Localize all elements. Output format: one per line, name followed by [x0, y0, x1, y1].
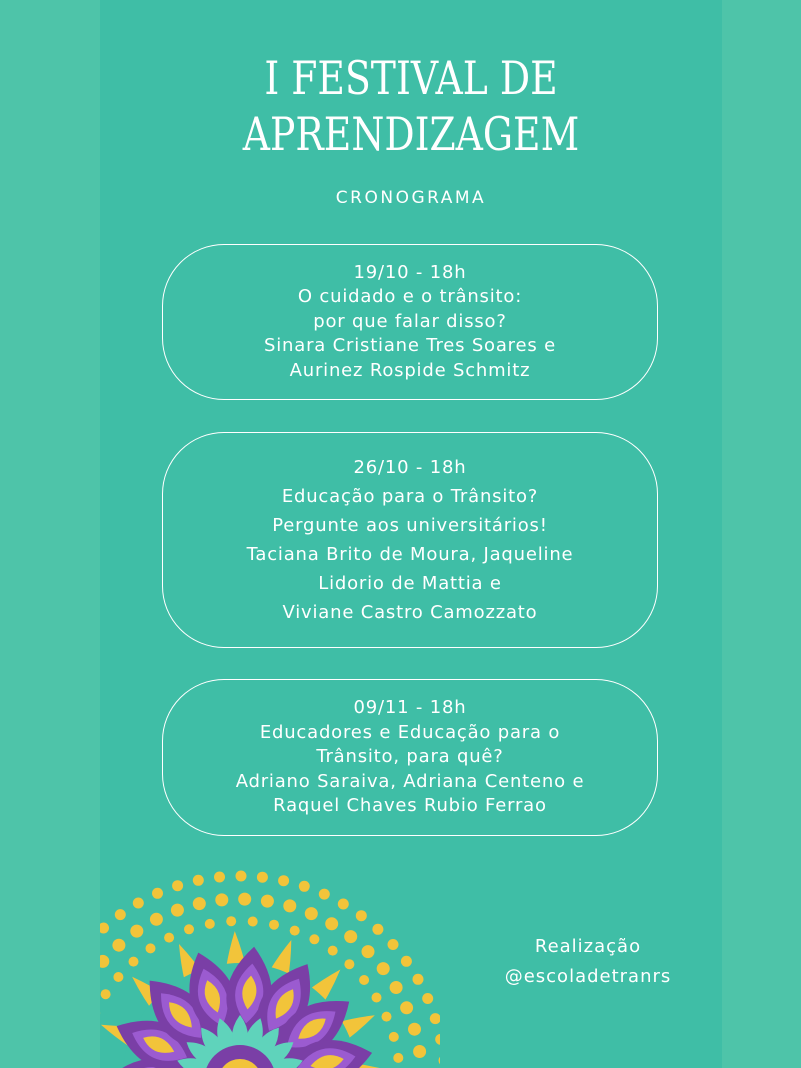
mandala-dot: [319, 889, 330, 900]
session-card: [162, 679, 658, 836]
mandala-dot: [393, 1053, 403, 1063]
session-speakers-line: Taciana Brito de Moura, Jaqueline: [246, 544, 574, 565]
mandala-petals: [100, 931, 391, 1068]
session-datetime: 26/10 - 18h: [353, 457, 467, 478]
title-line-2: APRENDIZAGEM: [242, 107, 580, 161]
mandala-dot: [439, 1055, 441, 1066]
mandala-dot: [193, 875, 204, 886]
mandala-dot: [184, 924, 194, 934]
mandala-dot: [356, 910, 367, 921]
mandala-dot: [146, 943, 156, 953]
mandala-dot: [236, 871, 247, 882]
mandala-dot: [309, 934, 319, 944]
session-card: [162, 432, 658, 648]
session-datetime: 09/11 - 18h: [353, 697, 467, 719]
mandala-dot: [269, 920, 279, 930]
title-line-1: I FESTIVAL DE: [264, 51, 558, 105]
schedule-heading: CRONOGRAMA: [335, 188, 487, 208]
mandala-dot: [382, 1012, 392, 1022]
mandala-dot: [129, 957, 139, 967]
session-speakers-line: Adriano Saraiva, Adriana Centeno e: [235, 770, 585, 792]
session-topic-line: Pergunte aos universitários!: [272, 515, 548, 536]
mandala-decoration: [100, 866, 440, 1068]
mandala-dot: [372, 993, 382, 1003]
session-speakers-line: Raquel Chaves Rubio Ferrao: [273, 795, 547, 817]
mandala-dot: [325, 917, 338, 930]
mandala-dot: [278, 875, 289, 886]
mandala-dot: [248, 917, 258, 927]
session-topic-line: Trânsito, para quê?: [316, 746, 504, 768]
left-margin: [0, 0, 100, 1068]
mandala-dot: [164, 933, 174, 943]
mandala-dot: [257, 872, 268, 883]
mandala-dot: [435, 1034, 440, 1045]
mandala-dot: [328, 946, 338, 956]
mandala-dot: [133, 898, 144, 909]
mandala-dot: [413, 1045, 426, 1058]
session-speakers-line: Lidorio de Mattia e: [318, 573, 502, 594]
mandala-dot: [150, 913, 163, 926]
session-speakers-line: Aurinez Rospide Schmitz: [289, 359, 531, 381]
right-margin: [722, 0, 801, 1068]
mandala-dot: [100, 955, 109, 968]
mandala-dot: [226, 916, 236, 926]
organizer-handle: @escoladetranrs: [504, 966, 672, 987]
mandala-dot: [413, 974, 424, 985]
mandala-dot: [193, 897, 206, 910]
mandala-dot: [344, 930, 357, 943]
session-datetime: 19/10 - 18h: [353, 261, 467, 283]
mandala-dot: [400, 1001, 413, 1014]
mandala-dot: [152, 888, 163, 899]
mandala-dot: [215, 893, 228, 906]
mandala-dot: [112, 939, 125, 952]
mandala-dot: [171, 904, 184, 917]
session-speakers-line: Viviane Castro Camozzato: [282, 602, 538, 623]
mandala-dot: [401, 956, 412, 967]
event-poster: [100, 0, 722, 1068]
mandala-dot: [172, 880, 183, 891]
mandala-dot: [388, 939, 399, 950]
mandala-dot: [299, 881, 310, 892]
mandala-dot: [338, 899, 349, 910]
mandala-dot: [372, 924, 383, 935]
mandala-dot: [214, 872, 225, 883]
mandala-dot: [130, 925, 143, 938]
poster-title: [156, 50, 666, 162]
mandala-dot: [290, 926, 300, 936]
session-topic-line: por que falar disso?: [313, 310, 507, 332]
mandala-dot: [390, 981, 403, 994]
organizer-credit: [488, 932, 688, 992]
mandala-dot: [305, 907, 318, 920]
session-topic-line: Educação para o Trânsito?: [281, 486, 539, 507]
mandala-dot: [389, 1032, 399, 1042]
mandala-dot: [283, 899, 296, 912]
mandala-dot: [430, 1013, 440, 1024]
session-speakers-line: Sinara Cristiane Tres Soares e: [264, 335, 556, 357]
mandala-dot: [261, 895, 274, 908]
mandala-dot: [359, 975, 369, 985]
mandala-dot: [113, 972, 123, 982]
mandala-dot: [100, 923, 109, 934]
mandala-dot: [238, 893, 251, 906]
mandala-dot: [362, 945, 375, 958]
session-card: [162, 244, 658, 400]
session-topic-line: Educadores e Educação para o: [259, 721, 561, 743]
mandala-dot: [344, 959, 354, 969]
mandala-dot: [205, 919, 215, 929]
organizer-label: Realização: [534, 936, 642, 957]
mandala-dot: [422, 993, 433, 1004]
mandala-dot: [408, 1023, 421, 1036]
mandala-dot: [115, 909, 126, 920]
mandala-dot: [101, 989, 111, 999]
mandala-dot: [377, 962, 390, 975]
session-topic-line: O cuidado e o trânsito:: [297, 286, 523, 308]
